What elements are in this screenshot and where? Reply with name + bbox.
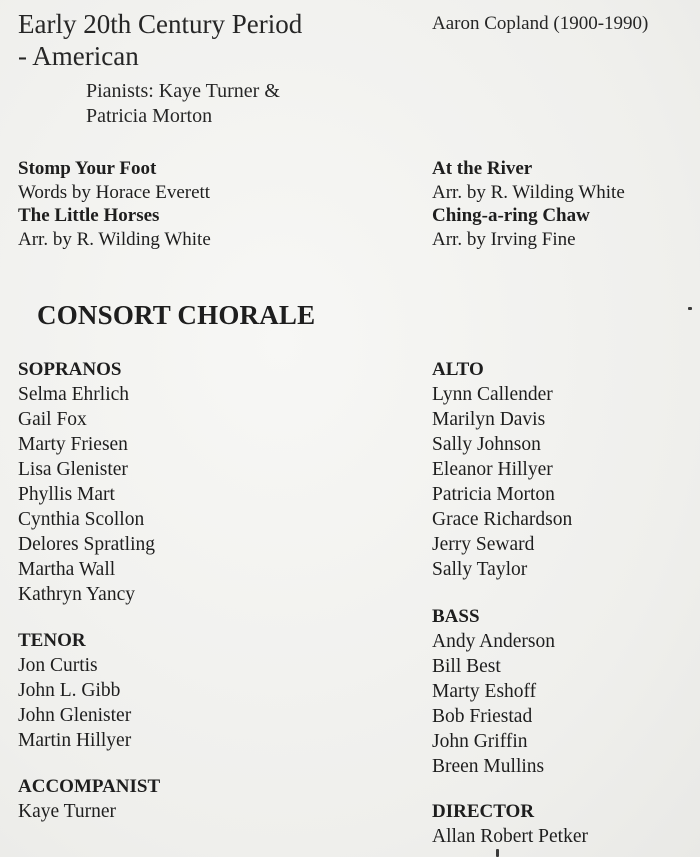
member-name: Marilyn Davis bbox=[432, 409, 546, 430]
chorale-title: CONSORT CHORALE bbox=[37, 300, 316, 330]
song-credit: Arr. by R. Wilding White bbox=[18, 228, 211, 250]
member-name: Delores Spratling bbox=[18, 534, 156, 555]
section-heading: SOPRANOS bbox=[18, 359, 122, 380]
print-speck bbox=[496, 849, 499, 857]
alto-section bbox=[432, 357, 572, 582]
member-name: Jon Curtis bbox=[18, 655, 98, 676]
member-name: Martin Hillyer bbox=[18, 730, 132, 751]
song-credit: Arr. by R. Wilding White bbox=[432, 181, 625, 203]
print-speck bbox=[688, 307, 692, 310]
song-title: At the River bbox=[432, 158, 533, 179]
member-name: Jerry Seward bbox=[432, 534, 535, 555]
pianists-line1: Pianists: Kaye Turner & bbox=[86, 80, 280, 102]
member-name: Gail Fox bbox=[18, 409, 87, 430]
member-name: Phyllis Mart bbox=[18, 484, 115, 505]
member-name: John L. Gibb bbox=[18, 680, 121, 701]
member-name: John Glenister bbox=[18, 705, 132, 726]
section-heading: BASS bbox=[432, 606, 480, 627]
member-name: Bill Best bbox=[432, 656, 501, 677]
member-name: Sally Johnson bbox=[432, 434, 541, 455]
bass-section bbox=[432, 604, 555, 779]
member-name: Allan Robert Petker bbox=[432, 826, 588, 847]
pianists-credit bbox=[86, 79, 280, 129]
member-name: Eleanor Hillyer bbox=[432, 459, 553, 480]
song-title: Stomp Your Foot bbox=[18, 158, 157, 179]
member-name: Grace Richardson bbox=[432, 509, 573, 530]
sopranos-section bbox=[18, 357, 155, 607]
songs-right bbox=[432, 157, 625, 251]
member-name: Kaye Turner bbox=[18, 801, 117, 822]
member-name: John Griffin bbox=[432, 731, 528, 752]
song-title: Ching-a-ring Chaw bbox=[432, 205, 590, 226]
member-name: Lisa Glenister bbox=[18, 459, 128, 480]
section-heading: TENOR bbox=[18, 630, 86, 651]
composer-name: Aaron Copland (1900-1990) bbox=[432, 13, 649, 34]
member-name: Martha Wall bbox=[18, 559, 116, 580]
tenor-section bbox=[18, 628, 131, 753]
member-name: Marty Eshoff bbox=[432, 681, 537, 702]
member-name: Breen Mullins bbox=[432, 756, 545, 777]
member-name: Selma Ehrlich bbox=[18, 384, 130, 405]
period-title bbox=[18, 8, 302, 72]
member-name: Patricia Morton bbox=[432, 484, 555, 505]
section-heading: ACCOMPANIST bbox=[18, 776, 161, 797]
member-name: Bob Friestad bbox=[432, 706, 533, 727]
accompanist-section bbox=[18, 774, 160, 824]
section-heading: DIRECTOR bbox=[432, 801, 535, 822]
member-name: Cynthia Scollon bbox=[18, 509, 145, 530]
period-title-line1: Early 20th Century Period bbox=[18, 9, 303, 39]
member-name: Andy Anderson bbox=[432, 631, 555, 652]
member-name: Marty Friesen bbox=[18, 434, 128, 455]
section-heading: ALTO bbox=[432, 359, 484, 380]
member-name: Sally Taylor bbox=[432, 559, 528, 580]
period-title-line2: - American bbox=[18, 41, 139, 71]
song-credit: Words by Horace Everett bbox=[18, 181, 211, 203]
song-title: The Little Horses bbox=[18, 205, 160, 226]
song-credit: Arr. by Irving Fine bbox=[432, 228, 576, 250]
songs-left bbox=[18, 157, 211, 251]
member-name: Lynn Callender bbox=[432, 384, 553, 405]
pianists-line2: Patricia Morton bbox=[86, 105, 213, 127]
member-name: Kathryn Yancy bbox=[18, 584, 135, 605]
director-section bbox=[432, 799, 588, 849]
